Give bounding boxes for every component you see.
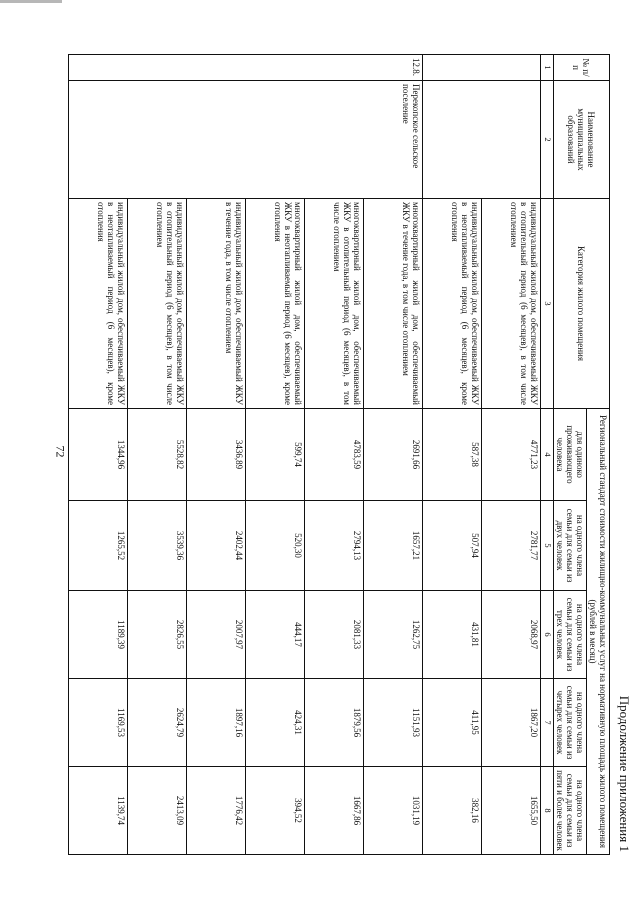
value-cell: 1262,75 <box>364 591 423 679</box>
value-cell: 1344,96 <box>69 409 128 501</box>
value-cell: 1657,21 <box>364 501 423 591</box>
value-cell: 2624,79 <box>128 679 187 767</box>
row-num: 12.8. <box>69 55 423 81</box>
header-family-4: на одного члена семьи для семьи из четырех человек <box>553 679 586 767</box>
value-cell: 1031,19 <box>364 767 423 855</box>
value-cell: 2413,09 <box>128 767 187 855</box>
row-num <box>423 55 541 81</box>
value-cell: 1667,86 <box>305 767 364 855</box>
column-number: 8 <box>541 767 554 855</box>
row-category: индивидуальный жилой дом, обеспечиваемый ЖКУ в неотапливаемый период (6 месяцев), кроме отопления <box>69 199 128 409</box>
column-number-row <box>541 55 554 855</box>
value-cell: 1879,56 <box>305 679 364 767</box>
header-category: Категория жилого помещения <box>553 199 609 409</box>
value-cell: 1655,50 <box>482 767 541 855</box>
header-municipality: Наименование муниципальных образований <box>553 81 609 199</box>
column-number: 4 <box>541 409 554 501</box>
header-family-2: на одного члена семьи для семьи из двух человек <box>553 501 586 591</box>
value-cell: 1897,16 <box>187 679 246 767</box>
header-single: для одиноко проживающего человека <box>553 409 586 501</box>
row-category: многоквартирный жилой дом, обеспечиваемый ЖКУ в течение года, в том числе отоплением <box>364 199 423 409</box>
column-number: 7 <box>541 679 554 767</box>
header-standard-group: Региональный стандарт стоимости жилищно-коммунальных услуг на нормативную площадь жилого помещения (рублей в месяц) <box>586 409 609 855</box>
column-number: 3 <box>541 199 554 409</box>
row-category: индивидуальный жилой дом, обеспечиваемый ЖКУ в течение года, в том числе отоплением <box>187 199 246 409</box>
value-cell: 4771,23 <box>482 409 541 501</box>
column-number: 6 <box>541 591 554 679</box>
continuation-title: Продолжение приложения 1 <box>617 695 632 852</box>
scan-mark <box>0 0 62 3</box>
value-cell: 382,16 <box>423 767 482 855</box>
value-cell: 2826,55 <box>128 591 187 679</box>
column-number: 2 <box>541 81 554 199</box>
row-category: многоквартирный жилой дом, обеспечиваемый ЖКУ в неотапливаемый период (6 месяцев), кроме отопления <box>246 199 305 409</box>
value-cell: 4783,59 <box>305 409 364 501</box>
value-cell: 2081,33 <box>305 591 364 679</box>
value-cell: 2691,66 <box>364 409 423 501</box>
table-row <box>482 55 541 855</box>
value-cell: 1776,42 <box>187 767 246 855</box>
value-cell: 444,17 <box>246 591 305 679</box>
value-cell: 424,31 <box>246 679 305 767</box>
column-number: 1 <box>541 55 554 81</box>
value-cell: 587,38 <box>423 409 482 501</box>
row-category: индивидуальный жилой дом, обеспечиваемый ЖКУ в отопительный период (6 месяцев), в том числе отоплением <box>128 199 187 409</box>
header-num: № п/п <box>553 55 609 81</box>
rotated-page <box>94 54 630 854</box>
value-cell: 599,74 <box>246 409 305 501</box>
value-cell: 2068,97 <box>482 591 541 679</box>
value-cell: 394,52 <box>246 767 305 855</box>
value-cell: 1189,39 <box>69 591 128 679</box>
value-cell: 5528,82 <box>128 409 187 501</box>
row-municipality <box>423 81 541 199</box>
value-cell: 411,95 <box>423 679 482 767</box>
value-cell: 520,30 <box>246 501 305 591</box>
value-cell: 3539,36 <box>128 501 187 591</box>
value-cell: 2402,44 <box>187 501 246 591</box>
table-row <box>364 55 423 855</box>
value-cell: 1265,52 <box>69 501 128 591</box>
value-cell: 2781,77 <box>482 501 541 591</box>
value-cell: 2007,97 <box>187 591 246 679</box>
column-number: 5 <box>541 501 554 591</box>
row-category: индивидуальный жилой дом, обеспечиваемый ЖКУ в отопительный период (6 месяцев), в том числе отоплением <box>482 199 541 409</box>
value-cell: 1151,93 <box>364 679 423 767</box>
page-number: 72 <box>53 445 68 458</box>
value-cell: 3436,89 <box>187 409 246 501</box>
standards-table <box>68 54 610 855</box>
header-family-5plus: на одного члена семьи для семьи из пяти и более человек <box>553 767 586 855</box>
value-cell: 1169,53 <box>69 679 128 767</box>
value-cell: 2794,13 <box>305 501 364 591</box>
value-cell: 431,81 <box>423 591 482 679</box>
row-category: индивидуальный жилой дом, обеспечиваемый ЖКУ в неотапливаемый период (6 месяцев), кроме отопления <box>423 199 482 409</box>
value-cell: 507,94 <box>423 501 482 591</box>
header-family-3: на одного члена семьи для семьи из трех человек <box>553 591 586 679</box>
value-cell: 1139,74 <box>69 767 128 855</box>
row-municipality: Перекопское сельское поселение <box>69 81 423 199</box>
row-category: многоквартирный жилой дом, обеспечиваемый ЖКУ в отопительный период (6 месяцев), в том числе отоплением <box>305 199 364 409</box>
value-cell: 1867,20 <box>482 679 541 767</box>
